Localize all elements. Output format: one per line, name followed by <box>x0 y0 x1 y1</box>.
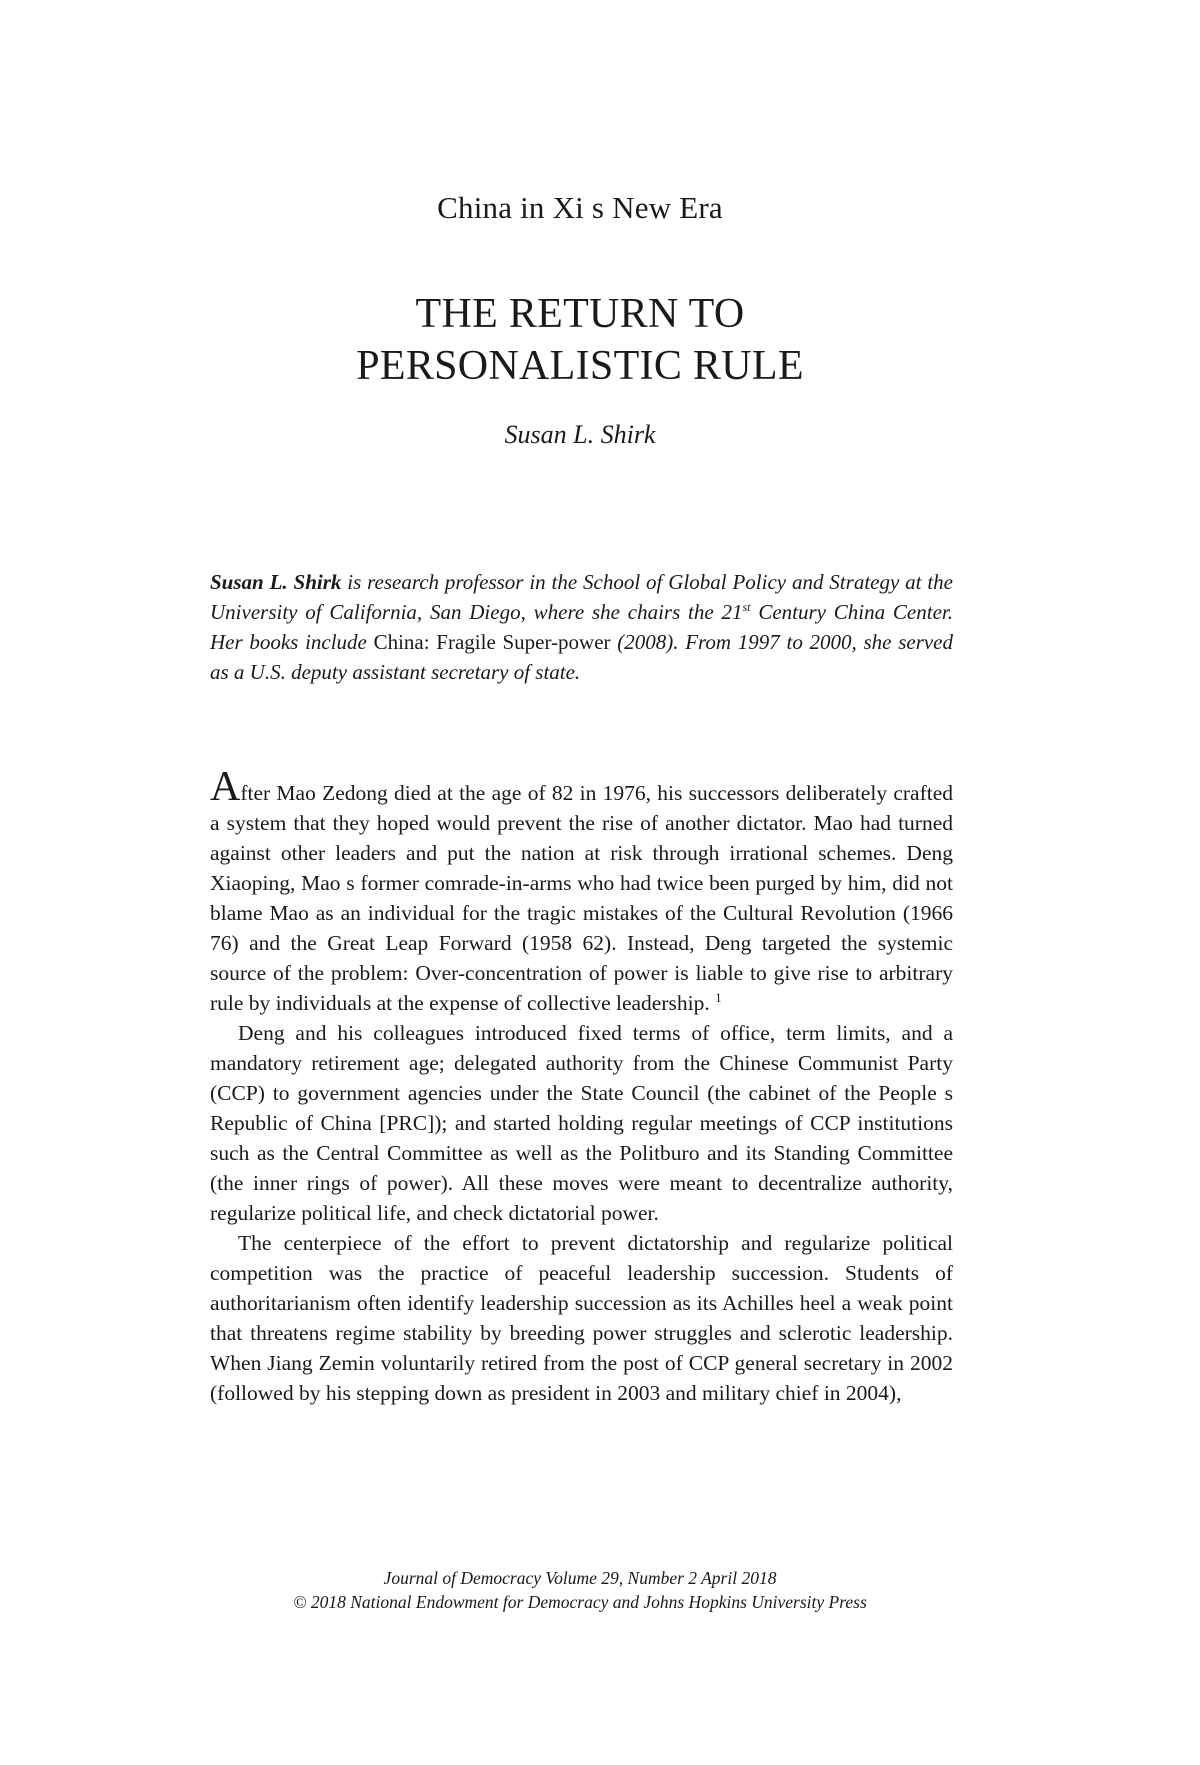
drop-cap: A <box>210 764 241 810</box>
article-title-line-1: THE RETURN TO <box>415 291 745 337</box>
paragraph-2: Deng and his colleagues introduced fixed terms of office, term limits, and a mandatory retirement age; delegated authority from the Chinese Communist Party (CCP) to government agencies under the State Council (the cabinet of the People s Republic of China [PRC]); and started holding regular meetings of CCP institutions such as the Central Committee as well as the Politburo and its Standing Committee (the inner rings of power). All these moves were meant to decentralize authority, regularize political life, and check dictatorial power. <box>210 1021 953 1225</box>
bio-author-name: Susan L. Shirk <box>210 570 342 594</box>
author-bio <box>210 567 953 687</box>
paragraph-1-text: fter Mao Zedong died at the age of 82 in 1976, his successors deliberately crafted a system that they hoped would prevent the rise of another dictator. Mao had turned against other leaders and put the nation at risk through irrational schemes. Deng Xiaoping, Mao s former comrade-in-arms who had twice been purged by him, did not blame Mao as an individual for the tragic mistakes of the Cultural Revolution (1966 76) and the Great Leap Forward (1958 62). Instead, Deng targeted the systemic source of the problem: Over-concentration of power is liable to give rise to arbitrary rule by individuals at the expense of collective leadership. <box>210 781 953 1015</box>
bio-superscript: st <box>742 600 751 614</box>
journal-citation: Journal of Democracy Volume 29, Number 2 April 2018 <box>383 1568 777 1588</box>
page-footer <box>0 1566 1160 1614</box>
bio-text-1: is research professor in the School of Global Policy and Strategy at the University of California, San Diego, where she chairs the 21 <box>210 570 954 624</box>
paragraph-3: The centerpiece of the effort to prevent dictatorship and regularize political competition was the practice of peaceful leadership succession. Students of authoritarianism often identify leadership succession as its Achilles heel a weak point that threatens regime stability by breeding power struggles and sclerotic leadership. When Jiang Zemin voluntarily retired from the post of CCP general secretary in 2002 (followed by his stepping down as president in 2003 and military chief in 2004), <box>210 1231 953 1405</box>
paragraph-1 <box>210 764 953 1018</box>
bio-book-title: China: Fragile Super-power <box>373 630 611 654</box>
footnote-reference[interactable]: 1 <box>715 989 722 1005</box>
article-body <box>210 764 953 1408</box>
bio-text-2: Century China Center. Her books include <box>210 600 953 654</box>
author-name: Susan L. Shirk <box>504 420 656 449</box>
article-title-line-2: PERSONALISTIC RULE <box>356 343 804 389</box>
bio-text-3: (2008). From 1997 to 2000, she served as a U.S. deputy assistant secretary of state. <box>210 630 954 684</box>
copyright-notice: © 2018 National Endowment for Democracy and Johns Hopkins University Press <box>293 1592 867 1612</box>
section-title: China in Xi s New Era <box>437 190 723 225</box>
article-title <box>0 288 1160 392</box>
